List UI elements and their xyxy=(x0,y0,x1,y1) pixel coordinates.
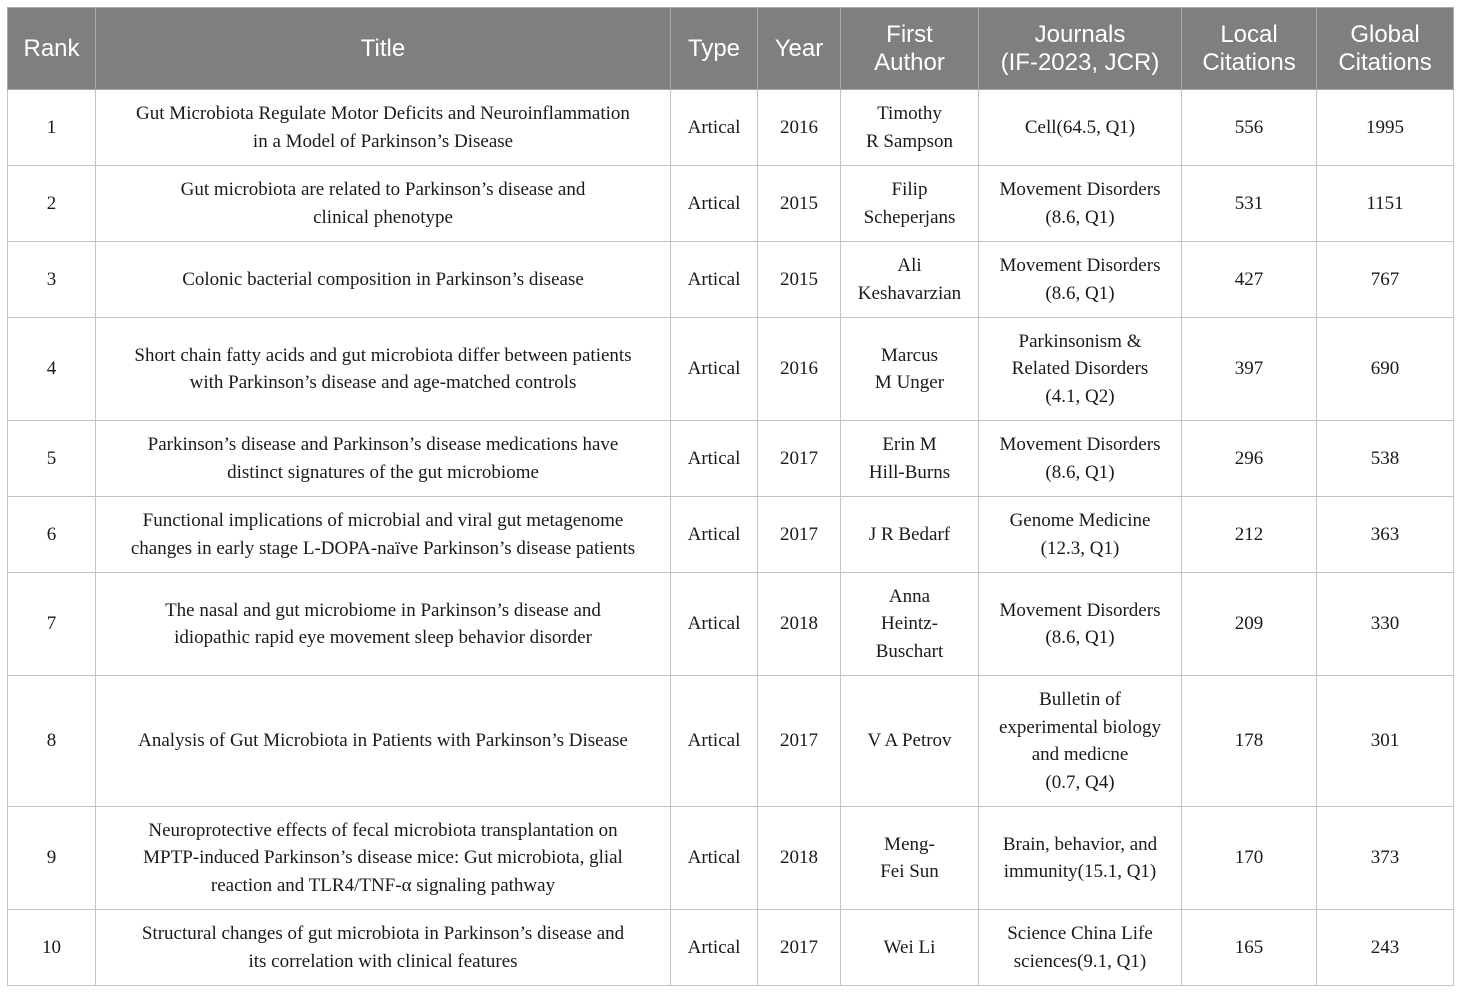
cell-title: Analysis of Gut Microbiota in Patients with Parkinson’s Disease xyxy=(96,676,671,807)
cell-first-author: Filip Scheperjans xyxy=(841,166,979,242)
cell-year: 2016 xyxy=(758,318,841,421)
cell-title: Gut Microbiota Regulate Motor Deficits and Neuroinflammation in a Model of Parkinson’s Disease xyxy=(96,90,671,166)
cell-type: Artical xyxy=(671,166,758,242)
cell-type: Artical xyxy=(671,573,758,676)
table-row xyxy=(8,573,1454,676)
cell-year: 2017 xyxy=(758,676,841,807)
cell-journal: Parkinsonism & Related Disorders (4.1, Q2) xyxy=(979,318,1182,421)
cell-local-citations: 397 xyxy=(1182,318,1317,421)
cell-type: Artical xyxy=(671,421,758,497)
cell-rank: 6 xyxy=(8,497,96,573)
cell-first-author: Meng- Fei Sun xyxy=(841,807,979,910)
cell-global-citations: 1995 xyxy=(1317,90,1454,166)
cell-title: Short chain fatty acids and gut microbiota differ between patients with Parkinson’s disease and age-matched controls xyxy=(96,318,671,421)
cell-rank: 5 xyxy=(8,421,96,497)
cell-title: Neuroprotective effects of fecal microbiota transplantation on MPTP-induced Parkinson’s disease mice: Gut microbiota, glial reaction and TLR4/TNF-α signaling pathway xyxy=(96,807,671,910)
cell-rank: 8 xyxy=(8,676,96,807)
cell-title: Functional implications of microbial and viral gut metagenome changes in early stage L-DOPA-naïve Parkinson’s disease patients xyxy=(96,497,671,573)
cell-type: Artical xyxy=(671,497,758,573)
header-local-citations: Local Citations xyxy=(1182,8,1317,90)
cell-first-author: Anna Heintz- Buschart xyxy=(841,573,979,676)
cell-rank: 9 xyxy=(8,807,96,910)
header-row xyxy=(8,8,1454,90)
cell-local-citations: 531 xyxy=(1182,166,1317,242)
cell-first-author: Marcus M Unger xyxy=(841,318,979,421)
cell-global-citations: 363 xyxy=(1317,497,1454,573)
cell-global-citations: 690 xyxy=(1317,318,1454,421)
cell-year: 2018 xyxy=(758,573,841,676)
cell-global-citations: 538 xyxy=(1317,421,1454,497)
cell-first-author: Wei Li xyxy=(841,910,979,986)
cell-local-citations: 212 xyxy=(1182,497,1317,573)
cell-title: Gut microbiota are related to Parkinson’s disease and clinical phenotype xyxy=(96,166,671,242)
cell-global-citations: 767 xyxy=(1317,242,1454,318)
cell-global-citations: 243 xyxy=(1317,910,1454,986)
cell-first-author: V A Petrov xyxy=(841,676,979,807)
cell-year: 2017 xyxy=(758,910,841,986)
cell-first-author: Ali Keshavarzian xyxy=(841,242,979,318)
cell-journal: Science China Life sciences(9.1, Q1) xyxy=(979,910,1182,986)
cell-title: Structural changes of gut microbiota in Parkinson’s disease and its correlation with clinical features xyxy=(96,910,671,986)
cell-type: Artical xyxy=(671,318,758,421)
header-rank: Rank xyxy=(8,8,96,90)
cell-rank: 10 xyxy=(8,910,96,986)
cell-rank: 2 xyxy=(8,166,96,242)
table-row xyxy=(8,421,1454,497)
cell-local-citations: 178 xyxy=(1182,676,1317,807)
cell-rank: 7 xyxy=(8,573,96,676)
cell-journal: Bulletin of experimental biology and medicne (0.7, Q4) xyxy=(979,676,1182,807)
table-row xyxy=(8,497,1454,573)
cell-local-citations: 170 xyxy=(1182,807,1317,910)
cell-journal: Movement Disorders (8.6, Q1) xyxy=(979,242,1182,318)
cell-local-citations: 296 xyxy=(1182,421,1317,497)
cell-journal: Genome Medicine (12.3, Q1) xyxy=(979,497,1182,573)
cell-year: 2018 xyxy=(758,807,841,910)
cell-local-citations: 427 xyxy=(1182,242,1317,318)
header-journals: Journals (IF-2023, JCR) xyxy=(979,8,1182,90)
cell-first-author: Timothy R Sampson xyxy=(841,90,979,166)
cell-journal: Movement Disorders (8.6, Q1) xyxy=(979,166,1182,242)
table-row xyxy=(8,807,1454,910)
header-year: Year xyxy=(758,8,841,90)
header-type: Type xyxy=(671,8,758,90)
cell-type: Artical xyxy=(671,676,758,807)
cell-global-citations: 373 xyxy=(1317,807,1454,910)
cell-rank: 4 xyxy=(8,318,96,421)
cell-year: 2017 xyxy=(758,497,841,573)
cell-local-citations: 165 xyxy=(1182,910,1317,986)
table-row xyxy=(8,166,1454,242)
table-row xyxy=(8,242,1454,318)
cell-journal: Cell(64.5, Q1) xyxy=(979,90,1182,166)
cell-type: Artical xyxy=(671,807,758,910)
cell-rank: 3 xyxy=(8,242,96,318)
cell-year: 2017 xyxy=(758,421,841,497)
header-title: Title xyxy=(96,8,671,90)
cell-type: Artical xyxy=(671,90,758,166)
cell-year: 2015 xyxy=(758,166,841,242)
table-row xyxy=(8,90,1454,166)
table-container xyxy=(7,7,1453,986)
table-row xyxy=(8,910,1454,986)
cell-rank: 1 xyxy=(8,90,96,166)
cell-year: 2016 xyxy=(758,90,841,166)
cell-journal: Brain, behavior, and immunity(15.1, Q1) xyxy=(979,807,1182,910)
table-row xyxy=(8,318,1454,421)
cell-first-author: J R Bedarf xyxy=(841,497,979,573)
cell-global-citations: 301 xyxy=(1317,676,1454,807)
header-global-citations: Global Citations xyxy=(1317,8,1454,90)
cell-global-citations: 330 xyxy=(1317,573,1454,676)
cell-year: 2015 xyxy=(758,242,841,318)
cell-type: Artical xyxy=(671,910,758,986)
cell-first-author: Erin M Hill-Burns xyxy=(841,421,979,497)
cell-local-citations: 209 xyxy=(1182,573,1317,676)
cell-journal: Movement Disorders (8.6, Q1) xyxy=(979,573,1182,676)
cell-journal: Movement Disorders (8.6, Q1) xyxy=(979,421,1182,497)
table-row xyxy=(8,676,1454,807)
cell-title: The nasal and gut microbiome in Parkinson’s disease and idiopathic rapid eye movement sleep behavior disorder xyxy=(96,573,671,676)
header-first-author: First Author xyxy=(841,8,979,90)
cell-title: Parkinson’s disease and Parkinson’s disease medications have distinct signatures of the gut microbiome xyxy=(96,421,671,497)
cell-global-citations: 1151 xyxy=(1317,166,1454,242)
cell-local-citations: 556 xyxy=(1182,90,1317,166)
cell-type: Artical xyxy=(671,242,758,318)
citations-table xyxy=(7,7,1454,986)
cell-title: Colonic bacterial composition in Parkinson’s disease xyxy=(96,242,671,318)
